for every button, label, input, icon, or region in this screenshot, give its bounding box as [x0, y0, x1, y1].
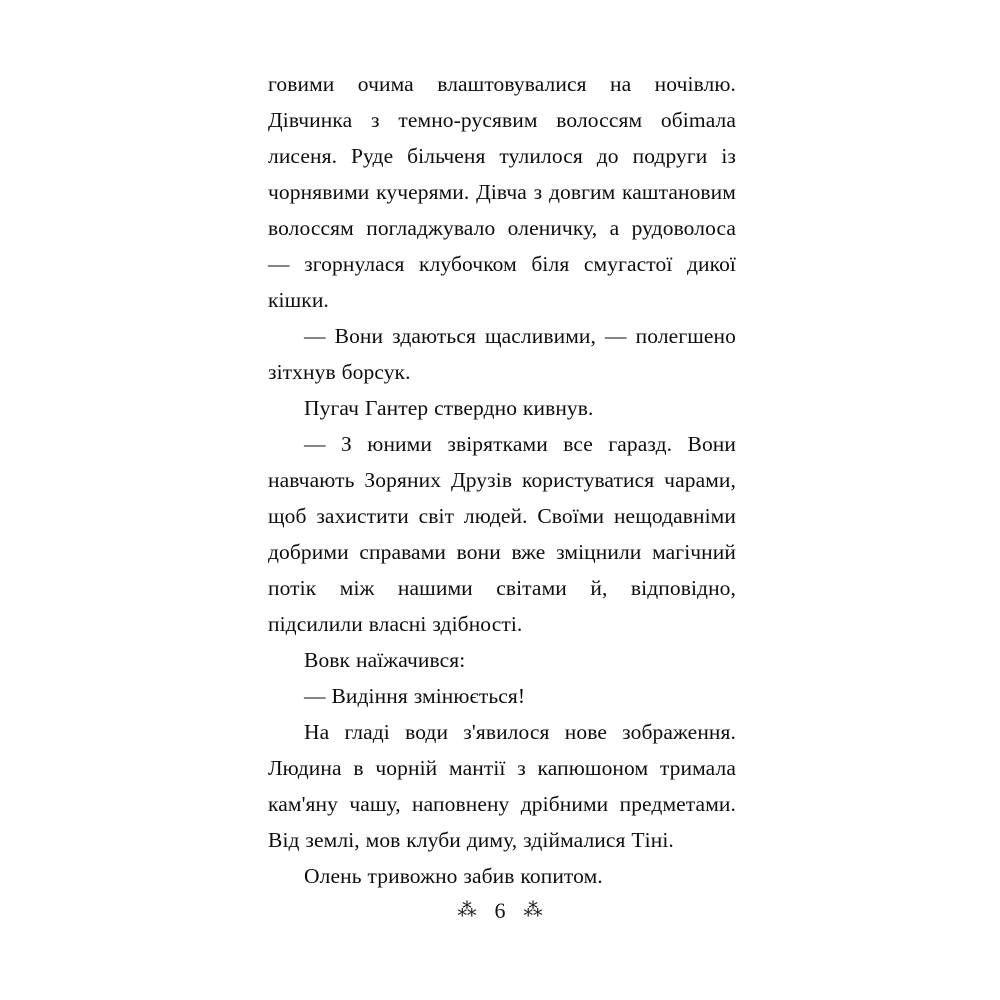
- page-footer: [0, 900, 1000, 922]
- paragraph: Пугач Гантер ствердно кивнув.: [304, 396, 594, 420]
- body-text: [268, 66, 736, 894]
- paragraph: Вовк наїжачився:: [304, 648, 466, 672]
- ornament-right-icon: ⁂: [523, 899, 543, 921]
- paragraph: На гладі води з'явилося нове зображення. Людина в чорній мантії з капюшоном тримала кам'яну чашу, наповнену дрібними предметами. Від землі, мов клуби диму, здіймалися Тіні.: [268, 720, 736, 852]
- ornament-left-icon: ⁂: [457, 899, 477, 921]
- paragraph: Олень тривожно забив копитом.: [304, 864, 603, 888]
- paragraph: — Вони здаються щасливими, — полегшено зітхнув борсук.: [268, 324, 736, 384]
- paragraph: говими очима влаштовувалися на ночівлю. Дівчинка з темно-русявим волоссям обіmала лисеня. Руде бiльченя тулилося до подруги із чорнявими кучерями. Дівча з довгим каштановим волоссям погладжувало оленичку, а рудоволоса — згорнулася клубочком біля смугастої дикої кішки.: [268, 72, 736, 312]
- paragraph: — Видіння змінюється!: [304, 684, 526, 708]
- page-number: 6: [494, 898, 506, 923]
- paragraph: — З юними звірятками все гаразд. Вони навчають Зоряних Друзів користуватися чарами, щоб захистити світ людей. Своїми нещодавніми добрими справами вони вже зміцнили магічний потік між нашими світами й, відповідно, підсилили власні здібності.: [268, 432, 736, 636]
